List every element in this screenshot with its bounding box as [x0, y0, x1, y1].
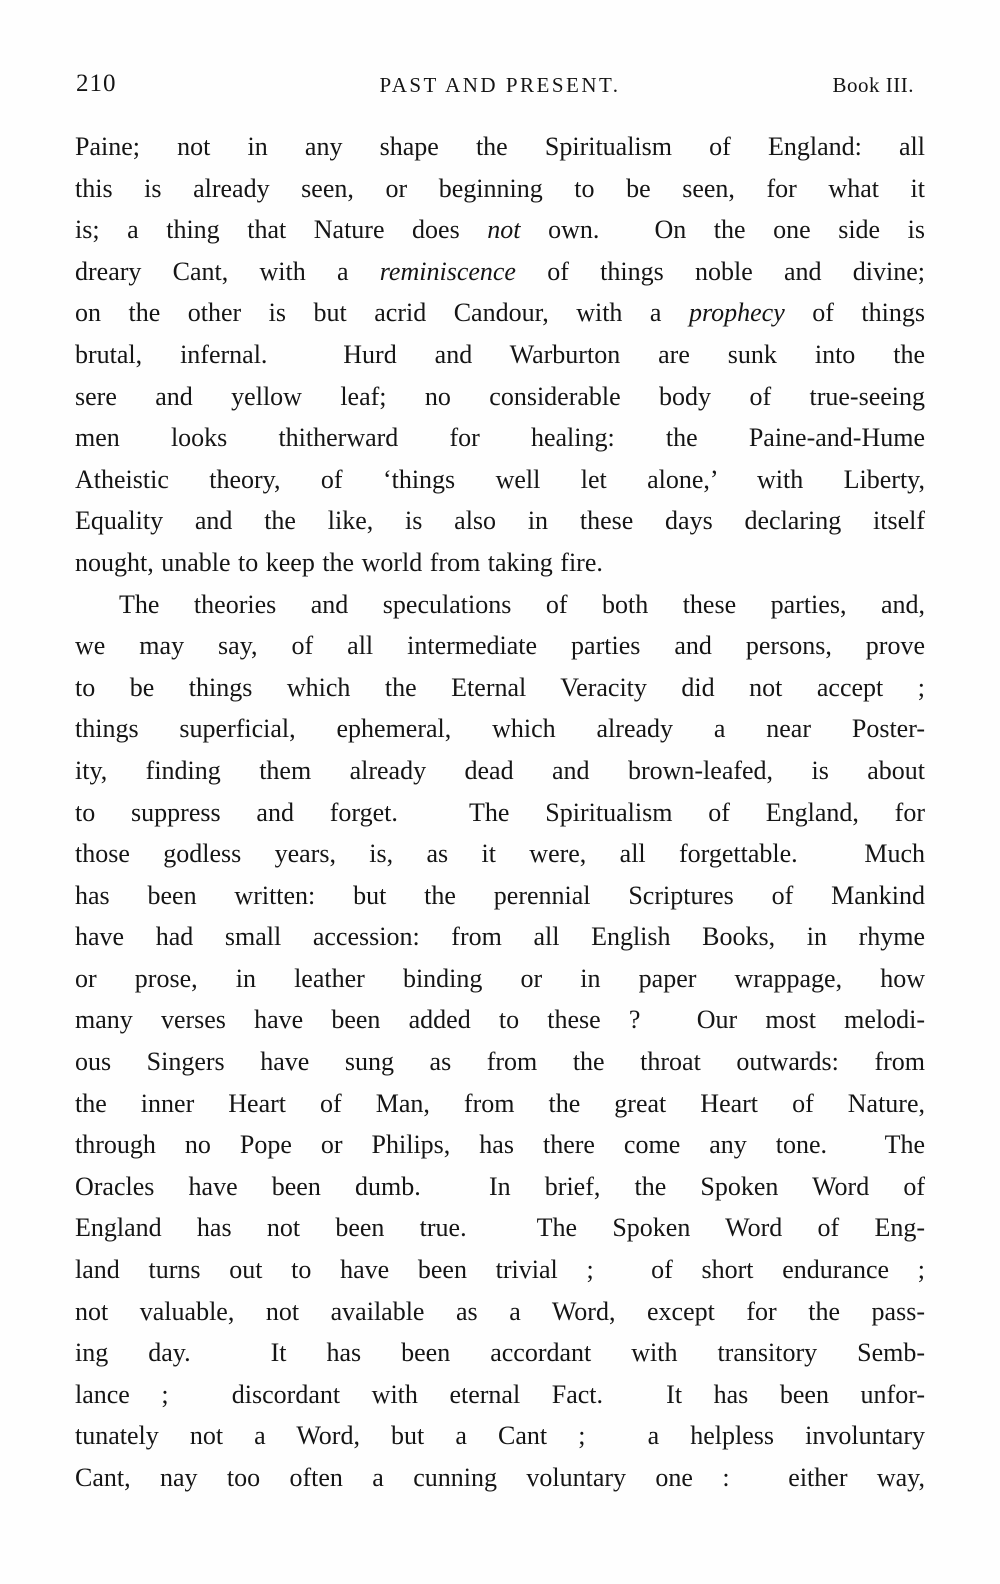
italic-text-segment: prophecy	[688, 298, 785, 328]
text-line	[75, 833, 925, 875]
text-line	[75, 1291, 925, 1333]
text-line	[75, 251, 925, 293]
text-segment: things superficial, ephemeral, which already a near Poster-	[75, 714, 925, 744]
text-line	[75, 1332, 925, 1374]
text-segment: tunately not a Word, but a Cant ; a helpless involuntary	[75, 1421, 925, 1451]
text-segment: to be things which the Eternal Veracity did not accept ;	[75, 672, 925, 702]
text-segment: many verses have been added to these ? Our most melodi-	[75, 1005, 925, 1035]
text-line	[75, 500, 925, 542]
paragraph	[75, 584, 925, 1499]
text-line	[75, 168, 925, 210]
text-segment: own. On the one side is	[520, 215, 925, 245]
text-segment: on the other is but acrid Candour, with a	[75, 298, 689, 328]
text-segment: England has not been true. The Spoken Word of Eng-	[75, 1213, 925, 1243]
book-label: Book III.	[832, 73, 914, 97]
text-segment: not valuable, not available as a Word, except for the pass-	[75, 1296, 925, 1326]
text-segment: to suppress and forget. The Spiritualism of England, for	[75, 797, 925, 827]
italic-text-segment: reminiscence	[379, 256, 516, 286]
text-segment: is; a thing that Nature does	[75, 215, 488, 245]
paragraph	[75, 126, 925, 584]
text-line	[75, 542, 925, 584]
text-segment: nought, unable to keep the world from taking fire.	[75, 547, 603, 577]
running-title: PAST AND PRESENT.	[379, 73, 621, 97]
text-segment: Oracles have been dumb. In brief, the Spoken Word of	[75, 1171, 925, 1201]
text-segment: Equality and the like, is also in these days declaring itself	[75, 506, 925, 536]
text-segment: the inner Heart of Man, from the great Heart of Nature,	[75, 1088, 925, 1118]
text-line	[75, 1124, 925, 1166]
text-segment: of things	[784, 298, 925, 328]
text-segment: brutal, infernal. Hurd and Warburton are sunk into the	[75, 339, 925, 369]
text-segment: Cant, nay too often a cunning voluntary one : either way,	[75, 1463, 925, 1492]
text-segment: has been written: but the perennial Scriptures of Mankind	[75, 880, 925, 910]
text-segment: ity, finding them already dead and brown-leafed, is about	[75, 755, 925, 785]
page-header	[76, 68, 924, 100]
text-line	[75, 708, 925, 750]
text-segment: sere and yellow leaf; no considerable body of true-seeing	[75, 381, 925, 411]
text-line	[75, 999, 925, 1041]
page-number: 210	[76, 70, 117, 97]
text-line	[75, 584, 925, 626]
text-segment: this is already seen, or beginning to be seen, for what it	[75, 173, 925, 203]
text-segment: dreary Cant, with a	[75, 256, 380, 286]
text-segment: of things noble and divine;	[515, 256, 925, 286]
text-segment: ous Singers have sung as from the throat outwards: from	[75, 1047, 925, 1077]
text-line	[75, 625, 925, 667]
page-body	[75, 126, 925, 1499]
text-segment: have had small accession: from all English Books, in rhyme	[75, 922, 925, 952]
text-segment: lance ; discordant with eternal Fact. It has been unfor-	[75, 1379, 925, 1409]
text-line	[75, 292, 925, 334]
italic-text-segment: not	[487, 215, 521, 245]
text-line	[75, 376, 925, 418]
text-line	[75, 1374, 925, 1416]
text-line	[75, 126, 925, 168]
text-line	[75, 334, 925, 376]
text-line	[75, 417, 925, 459]
text-segment: The theories and speculations of both these parties, and,	[119, 589, 925, 619]
text-line	[75, 875, 925, 917]
text-line	[75, 1083, 925, 1125]
text-line	[75, 1415, 925, 1457]
text-line	[75, 209, 925, 251]
text-line	[75, 1457, 925, 1499]
text-segment: ing day. It has been accordant with transitory Semb-	[75, 1338, 925, 1368]
text-segment: Atheistic theory, of ‘things well let alone,’ with Liberty,	[75, 464, 925, 494]
text-segment: land turns out to have been trivial ; of short endurance ;	[75, 1255, 925, 1285]
text-line	[75, 1207, 925, 1249]
text-line	[75, 1249, 925, 1291]
text-line	[75, 750, 925, 792]
text-segment: men looks thitherward for healing: the Paine-and-Hume	[75, 423, 925, 453]
text-segment: those godless years, is, as it were, all forgettable. Much	[75, 839, 925, 869]
text-line	[75, 667, 925, 709]
text-segment: we may say, of all intermediate parties and persons, prove	[75, 631, 925, 661]
text-segment: through no Pope or Philips, has there come any tone. The	[75, 1130, 925, 1160]
text-line	[75, 459, 925, 501]
text-line	[75, 1166, 925, 1208]
text-segment: Paine; not in any shape the Spiritualism of England: all	[75, 132, 925, 161]
text-line	[75, 1041, 925, 1083]
text-line	[75, 916, 925, 958]
text-line	[75, 958, 925, 1000]
text-segment: or prose, in leather binding or in paper wrappage, how	[75, 963, 925, 993]
text-line	[75, 792, 925, 834]
